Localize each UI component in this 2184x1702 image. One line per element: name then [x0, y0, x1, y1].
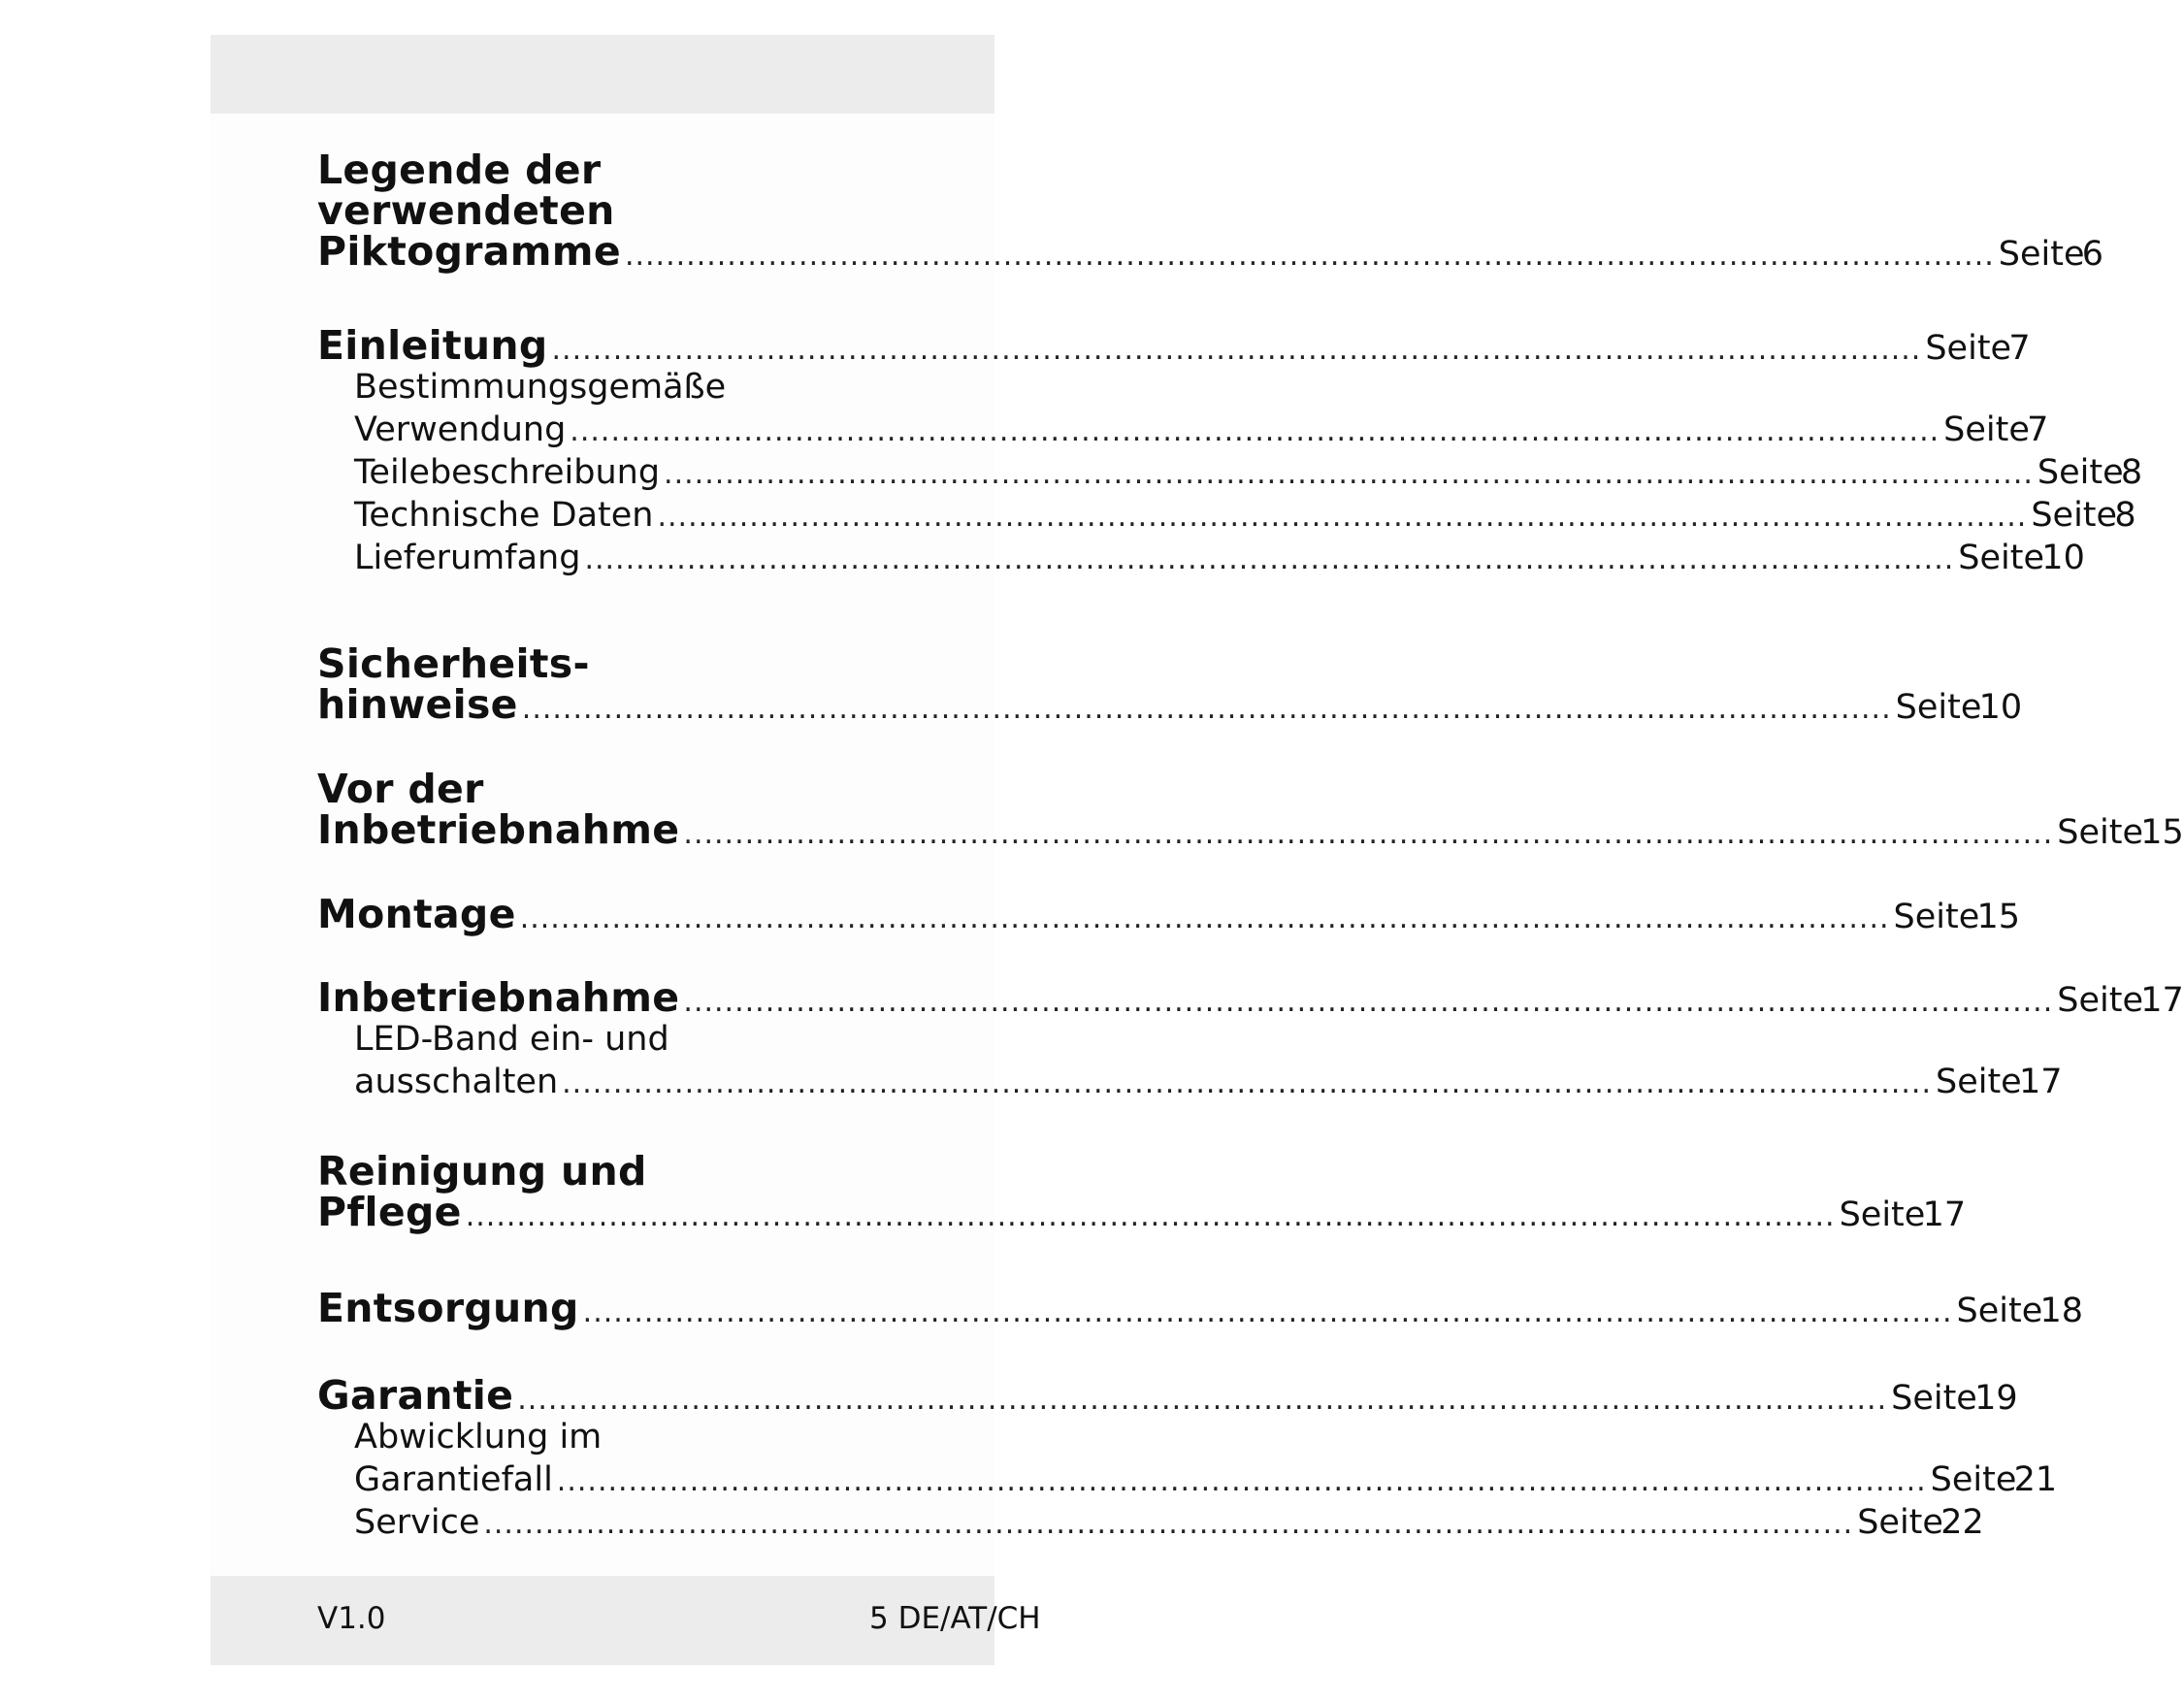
toc-section [317, 766, 2184, 853]
page-number: 17 [1922, 1195, 1967, 1234]
dot-leader [583, 1293, 1953, 1333]
toc-subsection [317, 451, 2143, 494]
toc-entry [317, 1372, 2058, 1544]
page-number: 7 [2008, 329, 2031, 368]
section-label: Piktogramme [317, 228, 621, 275]
toc-entry [317, 322, 2143, 579]
section-label: Inbetriebnahme [317, 974, 680, 1021]
section-label: Einleitung [317, 322, 548, 369]
toc-section [317, 891, 2021, 937]
page-number: 10 [1978, 688, 2023, 727]
page-number: 21 [2013, 1460, 2058, 1499]
seite-label: Seite [1998, 235, 2085, 274]
subsection-row[interactable] [354, 1458, 2058, 1501]
document-page [211, 35, 2184, 1665]
toc-section [317, 322, 2031, 369]
page-number: 15 [1976, 898, 2021, 936]
section-label: Garantie [317, 1372, 514, 1419]
subsection-row[interactable] [354, 409, 2049, 451]
toc-section [317, 1285, 2084, 1331]
page-number: 8 [2120, 453, 2143, 492]
page-number: 8 [2114, 496, 2136, 535]
dot-leader [483, 1503, 1853, 1546]
section-row[interactable] [317, 1189, 1967, 1235]
section-row[interactable] [317, 1372, 2018, 1419]
section-title-line: verwendeten [317, 187, 615, 234]
page-number: 17 [2140, 981, 2184, 1020]
seite-label: Seite [1958, 539, 2045, 577]
page-number: 22 [1940, 1503, 1984, 1542]
toc-section [317, 1372, 2018, 1419]
subsection-row[interactable] [354, 451, 2143, 494]
seite-label: Seite [1930, 1460, 2017, 1499]
section-label: hinweise [317, 681, 518, 728]
dot-leader [466, 1196, 1836, 1237]
subsection-title-line: Abwicklung im [354, 1418, 603, 1457]
subsection-row[interactable] [354, 494, 2136, 537]
section-row[interactable] [317, 806, 2184, 853]
seite-label: Seite [2037, 453, 2124, 492]
dot-leader [657, 496, 2027, 539]
section-title-line: Reinigung und [317, 1148, 647, 1195]
dot-leader [562, 1063, 1932, 1105]
section-label: Montage [317, 891, 516, 937]
toc-section [317, 640, 2023, 728]
page-number: 17 [2018, 1063, 2063, 1101]
footer-page-code: 5 DE/AT/CH [869, 1601, 1041, 1636]
subsection-row[interactable] [354, 1501, 1984, 1544]
subsection-row[interactable] [354, 537, 2085, 579]
section-row[interactable] [317, 322, 2031, 369]
subsection-label: Technische Daten [354, 496, 654, 535]
subsection-title-line: LED-Band ein- und [354, 1020, 669, 1059]
seite-label: Seite [2057, 981, 2143, 1020]
seite-label: Seite [1956, 1292, 2043, 1330]
page-number: 15 [2140, 813, 2184, 852]
subsection-label: Service [354, 1503, 480, 1542]
section-label: Entsorgung [317, 1285, 579, 1331]
toc-subsection [317, 366, 2049, 451]
seite-label: Seite [2057, 813, 2143, 852]
footer-band [211, 1576, 1041, 1665]
section-row[interactable] [317, 891, 2021, 937]
section-label: Pflege [317, 1189, 462, 1235]
section-row[interactable] [317, 681, 2023, 728]
toc-section [317, 147, 2104, 275]
section-row[interactable] [317, 1285, 2084, 1331]
section-title-line: Vor der [317, 766, 484, 812]
toc-entry [317, 1148, 1967, 1235]
seite-label: Seite [1925, 329, 2012, 368]
subsection-label: ausschalten [354, 1063, 559, 1101]
toc-entry [317, 766, 2184, 853]
page-number: 6 [2081, 235, 2104, 274]
toc-subsection [317, 494, 2136, 537]
seite-label: Seite [1891, 1379, 1977, 1418]
toc-section [317, 974, 2184, 1021]
subsection-label: Lieferumfang [354, 539, 581, 577]
footer-version: V1.0 [317, 1601, 386, 1636]
toc-entry [317, 1285, 2084, 1331]
seite-label: Seite [1839, 1195, 1926, 1234]
dot-leader [552, 330, 1922, 371]
dot-leader [517, 1380, 1887, 1421]
toc-entry [317, 640, 2023, 728]
toc-section [317, 1148, 1967, 1235]
header-band [211, 35, 994, 114]
dot-leader [522, 689, 1892, 730]
toc-entry [317, 147, 2104, 275]
section-title-line: Legende der [317, 147, 602, 193]
dot-leader [683, 982, 2053, 1023]
subsection-title-line: Bestimmungsgemäße [354, 368, 727, 407]
seite-label: Seite [2031, 496, 2118, 535]
seite-label: Seite [1893, 898, 1980, 936]
seite-label: Seite [1895, 688, 1982, 727]
section-row[interactable] [317, 228, 2104, 275]
toc-subsection [317, 1018, 2063, 1103]
toc-entry [317, 891, 2021, 937]
toc-subsection [317, 1501, 1984, 1544]
toc-entry [317, 974, 2184, 1103]
dot-leader [664, 453, 2034, 496]
dot-leader [520, 899, 1890, 939]
dot-leader [570, 410, 1940, 453]
seite-label: Seite [1935, 1063, 2022, 1101]
seite-label: Seite [1943, 410, 2030, 449]
seite-label: Seite [1857, 1503, 1943, 1542]
dot-leader [557, 1460, 1927, 1503]
section-row[interactable] [317, 974, 2184, 1021]
page-number: 19 [1974, 1379, 2018, 1418]
toc-subsection [317, 537, 2085, 579]
dot-leader [683, 814, 2053, 855]
toc-subsection [317, 1416, 2058, 1501]
page-number: 18 [2039, 1292, 2084, 1330]
subsection-label: Verwendung [354, 410, 567, 449]
subsection-label: Teilebeschreibung [354, 453, 661, 492]
page-number: 7 [2027, 410, 2049, 449]
dot-leader [625, 236, 1995, 277]
page-number: 10 [2041, 539, 2085, 577]
subsection-row[interactable] [354, 1061, 2063, 1103]
section-label: Inbetriebnahme [317, 806, 680, 853]
dot-leader [584, 539, 1954, 581]
subsection-label: Garantiefall [354, 1460, 553, 1499]
section-title-line: Sicherheits- [317, 640, 590, 687]
